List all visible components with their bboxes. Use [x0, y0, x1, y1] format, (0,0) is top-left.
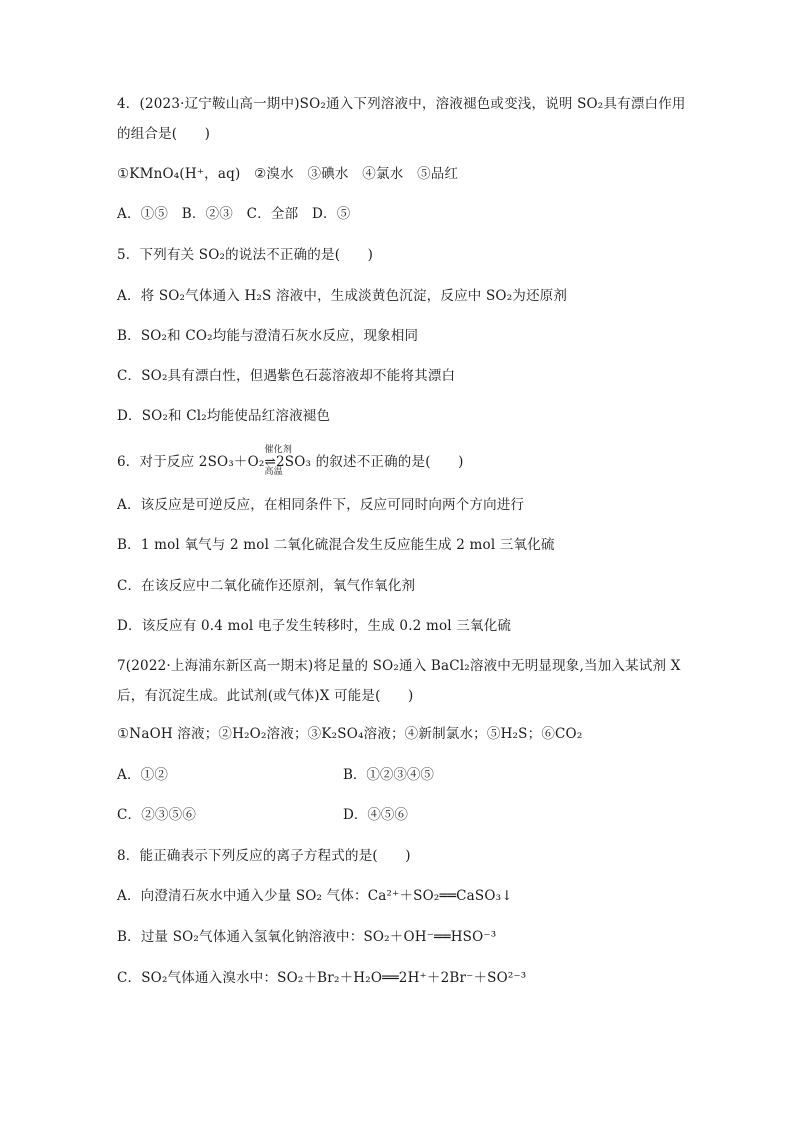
- q8-option-b: B．过量 SO₂气体通入氢氧化钠溶液中：SO₂＋OH⁻══HSO⁻³: [117, 929, 497, 945]
- q5-option-b: B．SO₂和 CO₂均能与澄清石灰水反应，现象相同: [117, 328, 419, 344]
- q6-option-c: C．在该反应中二氧化硫作还原剂，氧气作氧化剂: [117, 578, 416, 594]
- q5-option-c: C．SO₂具有漂白性，但遇紫色石蕊溶液却不能将其漂白: [117, 368, 456, 384]
- reaction-condition: [264, 445, 293, 477]
- q7-option-b: B．①②③④⑤: [343, 767, 434, 783]
- q7-option-c: C．②③⑤⑥: [117, 807, 197, 823]
- q4-items: ①KMnO₄(H⁺，aq) ②溴水 ③碘水 ④氯水 ⑤品红: [117, 166, 459, 182]
- q4-stem-line2: 的组合是( ): [117, 126, 211, 142]
- condition-heat: 高温: [264, 467, 283, 477]
- condition-catalyst: 催化剂: [264, 445, 293, 455]
- q5-stem: 5．下列有关 SO₂的说法不正确的是( ): [117, 247, 374, 263]
- q7-stem-line1: 7(2022·上海浦东新区高一期末)将足量的 SO₂通入 BaCl₂溶液中无明显现象,当加入某试剂 X: [117, 658, 681, 674]
- q6-stem-pre: 6．对于反应 2SO₃＋O₂: [117, 454, 265, 470]
- q7-option-a: A．①②: [117, 767, 169, 783]
- q8-option-a: A．向澄清石灰水中通入少量 SO₂ 气体：Ca²⁺＋SO₂══CaSO₃↓: [117, 888, 513, 904]
- reversible-arrow-icon: ⇌: [264, 454, 276, 470]
- q6-option-a: A．该反应是可逆反应，在相同条件下，反应可同时向两个方向进行: [117, 497, 525, 513]
- q5-option-d: D．SO₂和 Cl₂均能使品红溶液褪色: [117, 408, 331, 424]
- q6-stem: [117, 445, 464, 477]
- q8-stem: 8．能正确表示下列反应的离子方程式的是( ): [117, 848, 411, 864]
- q7-option-d: D．④⑤⑥: [343, 807, 408, 823]
- q7-stem-line2: 后，有沉淀生成。此试剂(或气体)X 可能是( ): [117, 688, 414, 704]
- q5-option-a: A．将 SO₂气体通入 H₂S 溶液中，生成淡黄色沉淀，反应中 SO₂为还原剂: [117, 288, 568, 304]
- q7-items: ①NaOH 溶液；②H₂O₂溶液；③K₂SO₄溶液；④新制氯水；⑤H₂S；⑥CO₂: [117, 726, 583, 742]
- q4-options: A．①⑤ B．②③ C．全部 D．⑤: [117, 206, 351, 222]
- q6-stem-post: 2SO₃ 的叙述不正确的是( ): [276, 454, 464, 470]
- q6-option-b: B．1 mol 氧气与 2 mol 二氧化硫混合发生反应能生成 2 mol 三氧化硫: [117, 537, 555, 553]
- q8-option-c: C．SO₂气体通入溴水中：SO₂＋Br₂＋H₂O══2H⁺＋2Br⁻＋SO²⁻³: [117, 970, 527, 986]
- q6-option-d: D．该反应有 0.4 mol 电子发生转移时，生成 0.2 mol 三氧化硫: [117, 618, 512, 634]
- q4-stem-line1: 4．(2023·辽宁鞍山高一期中)SO₂通入下列溶液中，溶液褪色或变浅，说明 SO₂具有漂白作用: [117, 96, 686, 112]
